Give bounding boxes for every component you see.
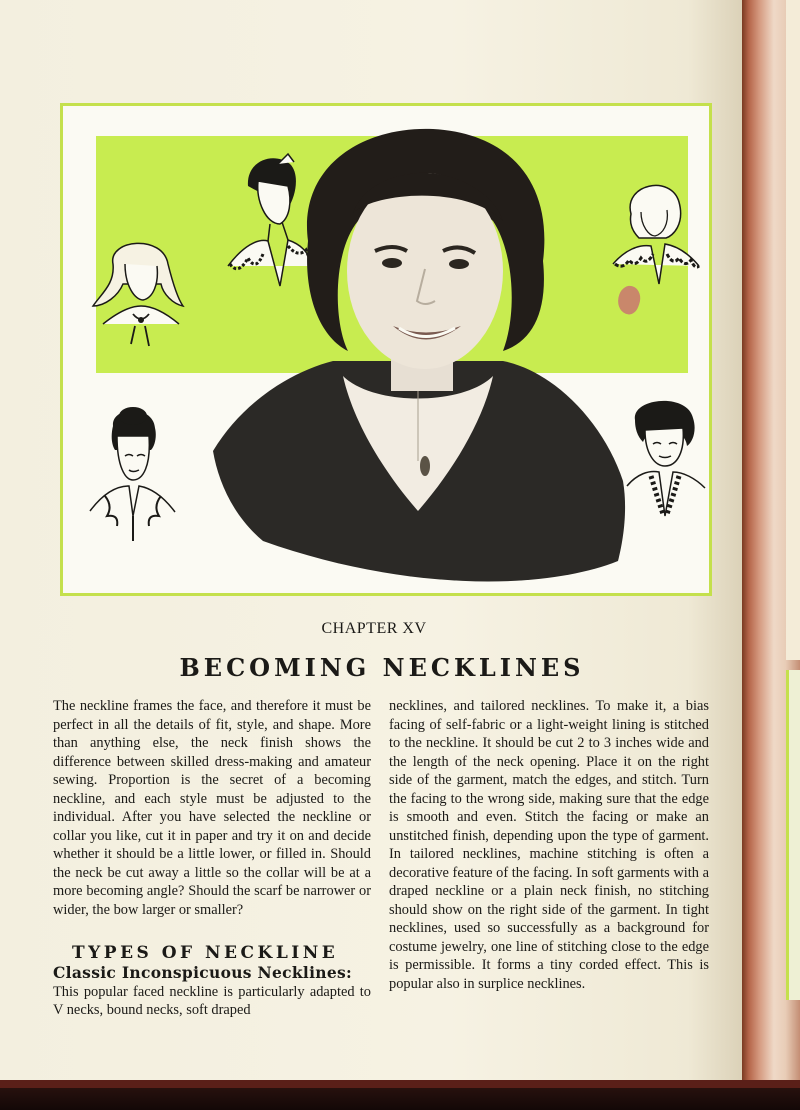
scalloped-collar-sketch xyxy=(611,174,701,294)
intro-text: The neckline frames the face, and therefore it must be perfect in all the details of fit, style, and shape. More than anything else, the neck finish shows the difference between skilled dress-making and amateur sewing. Proportion is the secret of a becoming neckline, and each style must be adjusted to the individual. After you have selected the neckline or collar you like, cut it in paper and try it on and decide whether it should be a little lower, or filled in. Should the neck be cut away a little so the collar will be at a more becoming angle? Should the scarf be narrower or wider, the bow larger or smaller? xyxy=(53,698,371,918)
types-heading: TYPES OF NECKLINE xyxy=(72,943,339,963)
illustration-frame xyxy=(60,103,712,596)
classic-section xyxy=(53,964,371,1020)
right-column xyxy=(389,697,709,993)
jabot-collar-sketch xyxy=(85,406,180,556)
classic-heading: Classic Inconspicuous Necklines: xyxy=(53,963,353,982)
page-bottom-edge xyxy=(0,1080,800,1110)
chapter-number: CHAPTER XV xyxy=(321,620,427,637)
intro-paragraph xyxy=(53,697,371,919)
bow-collar-sketch xyxy=(83,234,193,354)
next-page-edge xyxy=(786,0,800,660)
embroidered-v-neck-sketch xyxy=(621,396,711,526)
chapter-title: BECOMING NECKLINES xyxy=(179,653,585,682)
next-page-edge-lower xyxy=(786,670,800,1000)
portrait-photo xyxy=(203,121,633,591)
right-column-text: necklines, and tailored necklines. To make it, a bias facing of self-fabric or a light-weight lining is stitched to the neckline. It should be cut 2 to 3 inches wide and the length of the neck opening. Place it on the right side of the garment, match the edges, and stitch. Turn the facing to the wrong side, making sure that the edge is smooth and even. Stitch the facing or make an unstitched finish, depending upon the type of garment. In tailored necklines, machine stitching is often a decorative feature of the facing. In soft garments with a draped neckline or a plain neck finish, no stitching should show on the right side of the garment. In tight necklines, used so successfully as a background for costume jewelry, one line of stitching close to the edge is permissible. It forms a tiny corded effect. This is popular also in surplice necklines. xyxy=(389,698,709,992)
classic-text: This popular faced neckline is particularly adapted to V necks, bound necks, soft draped xyxy=(53,983,371,1018)
